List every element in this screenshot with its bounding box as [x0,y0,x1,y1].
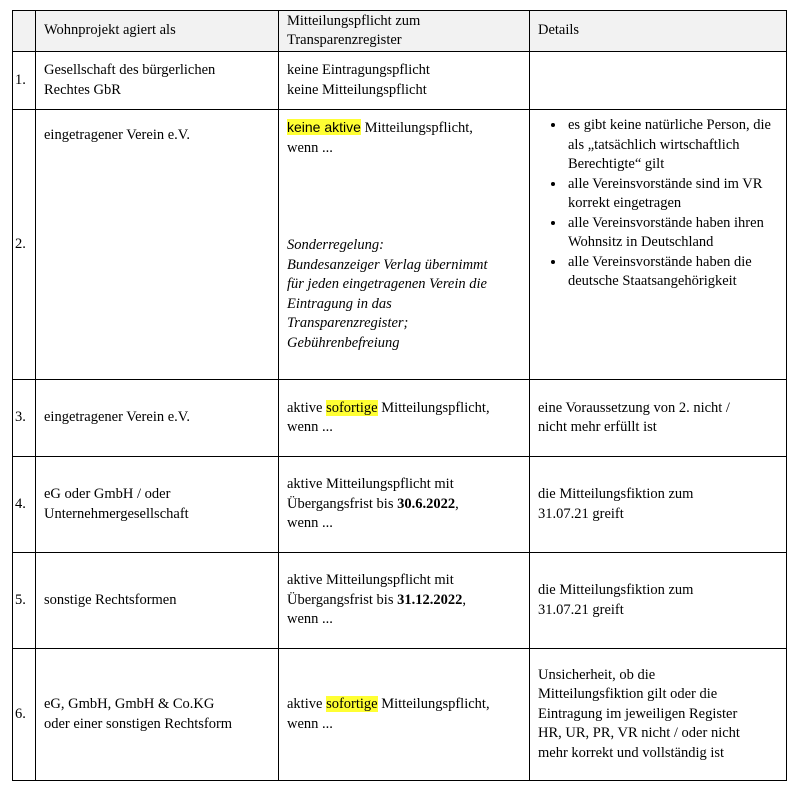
header-obligation [279,11,530,52]
obligation-text: Übergangsfrist bis [287,495,398,512]
details-cell [530,457,787,553]
obligation-text: , [462,591,466,608]
details-line: mehr korrekt und vollständig ist [538,744,725,761]
obligation-line: aktive Mitteilungspflicht mit [287,476,454,493]
row-number: 1. [13,52,36,110]
legal-form-line: Rechtes GbR [44,81,121,98]
obligation-cell [279,52,530,110]
table-row [13,52,787,110]
obligation-condition: wenn ... [287,715,333,732]
legal-form-line: oder einer sonstigen Rechtsform [44,715,233,732]
table-row [13,110,787,380]
details-line: 31.07.21 greift [538,601,624,618]
obligation-cell [279,110,530,380]
legal-form-line: Gesellschaft des bürgerlichen [44,62,216,78]
legal-form-line: eG oder GmbH / oder [44,486,171,502]
legal-form-cell: eingetragener Verein e.V. [36,380,279,457]
deadline-date: 31.12.2022 [397,591,463,608]
obligation-text: Mitteilungspflicht, [377,399,490,416]
table-row [13,457,787,553]
legal-form-cell [36,457,279,553]
details-line: HR, UR, PR, VR nicht / oder nicht [538,725,740,742]
legal-form-cell [36,649,279,781]
header-obligation-line1: Mitteilungspflicht zum [287,12,421,29]
special-rule-line: Eintragung in das [287,295,392,312]
table-row [13,380,787,457]
obligation-text: aktive [287,399,327,416]
highlight-keine-aktiv: keine aktive [287,119,361,135]
legal-form-cell [36,110,279,380]
obligation-text: Mitteilungspflicht, [360,120,473,136]
special-rule-line: für jeden eingetragenen Verein die [287,276,487,292]
details-cell [530,380,787,457]
header-num [13,11,36,52]
obligation-text: , [455,495,459,512]
header-details: Details [530,11,787,52]
details-line: die Mitteilungsfiktion zum [538,486,694,502]
obligation-text: Mitteilungspflicht, [377,696,490,712]
transparency-register-table [12,10,787,781]
details-cell [530,52,787,110]
row-number: 3. [13,380,36,457]
obligation-condition: wenn ... [287,611,333,628]
obligation-condition: wenn ... [287,139,333,156]
legal-form-line: eingetragener Verein e.V. [44,127,191,143]
obligation-line: keine Mitteilungspflicht [287,81,427,98]
obligation-cell [279,380,530,457]
obligation-text: aktive [287,696,327,712]
obligation-line: keine Eintragungspflicht [287,62,430,78]
details-bullet: • es gibt keine natürliche Person, die als „tatsächlich wirtschaftlich Berechtigte“ gilt [566,116,778,175]
details-cell [530,110,787,380]
details-line: Mitteilungsfiktion gilt oder die [538,686,718,703]
obligation-cell [279,457,530,553]
details-line: eine Voraussetzung von 2. nicht / [538,399,730,416]
obligation-text: Übergangsfrist bis [287,591,398,608]
table-row [13,649,787,781]
details-line: die Mitteilungsfiktion zum [538,582,694,598]
row-number: 5. [13,553,36,649]
header-legal-form: Wohnprojekt agiert als [36,11,279,52]
obligation-condition: wenn ... [287,515,333,532]
special-rule-line: Gebührenbefreiung [287,334,400,351]
table-row [13,553,787,649]
highlight-sofortige: sofortige [326,696,378,712]
obligation-line: aktive Mitteilungspflicht mit [287,572,454,589]
highlight-sofortige: sofortige [326,399,378,416]
special-rule-title: Sonderregelung: [287,237,384,253]
deadline-date: 30.6.2022 [397,495,456,512]
details-bullet-list [538,116,778,292]
header-obligation-line2: Transparenzregister [287,32,402,48]
row-number: 4. [13,457,36,553]
obligation-cell [279,649,530,781]
details-line: Unsicherheit, ob die [538,666,656,683]
legal-form-line: Unternehmergesellschaft [44,505,189,522]
details-cell [530,649,787,781]
details-bullet: • alle Vereinsvorstände sind im VR korrekt eingetragen [566,175,778,214]
header-row [13,11,787,52]
special-rule-line: Transparenzregister; [287,315,409,331]
details-line: Eintragung im jeweiligen Register [538,705,738,722]
details-bullet: • alle Vereinsvorstände haben die deutsche Staatsangehörigkeit [566,253,778,292]
legal-form-cell [36,52,279,110]
row-number: 2. [13,110,36,380]
obligation-cell [279,553,530,649]
details-bullet: • alle Vereinsvorstände haben ihren Wohnsitz in Deutschland [566,214,778,253]
legal-form-line: eG, GmbH, GmbH & Co.KG [44,696,215,712]
obligation-condition: wenn ... [287,419,333,435]
row-number: 6. [13,649,36,781]
special-rule-line: Bundesanzeiger Verlag übernimmt [287,256,488,273]
details-line: 31.07.21 greift [538,505,624,522]
details-cell [530,553,787,649]
legal-form-cell: sonstige Rechtsformen [36,553,279,649]
details-line: nicht mehr erfüllt ist [538,419,657,435]
